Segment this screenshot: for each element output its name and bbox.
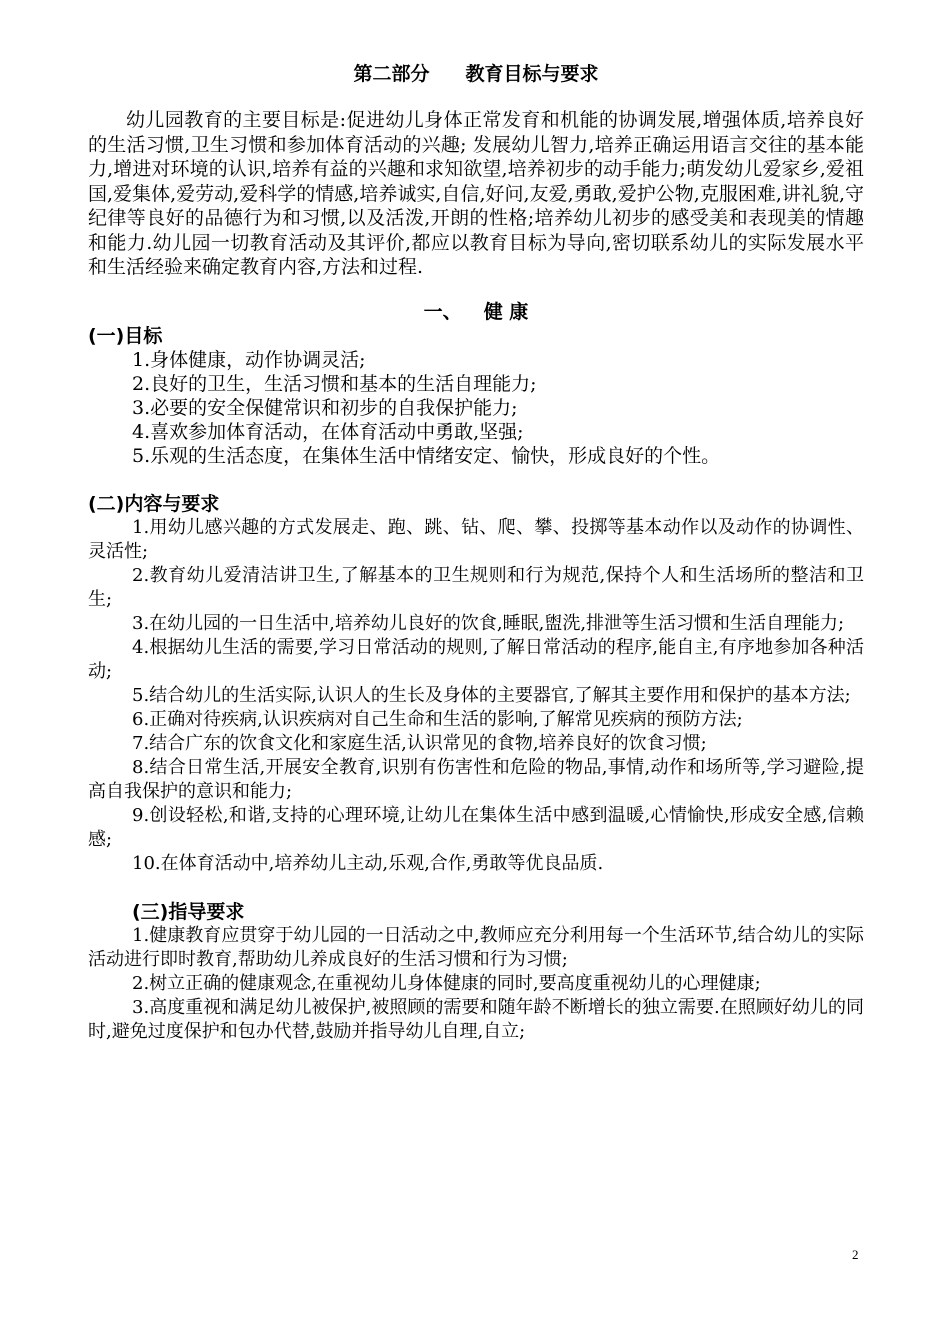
guidance-item: 3.高度重视和满足幼儿被保护,被照顾的需要和随年龄不断增长的独立需要.在照顾好幼儿的同时,避免过度保护和包办代替,鼓励并指导幼儿自理,自立; (88, 996, 864, 1042)
content-item: 8.结合日常生活,开展安全教育,识别有伤害性和危险的物品,事情,动作和场所等,学习避险,提高自我保护的意识和能力; (88, 756, 864, 802)
goal-item: 4.喜欢参加体育活动，在体育活动中勇敢,坚强; (132, 420, 524, 443)
guidance-item: 2.树立正确的健康观念,在重视幼儿身体健康的同时,要高度重视幼儿的心理健康; (132, 972, 761, 994)
goals-list (88, 348, 864, 468)
content-heading: (二)内容与要求 (88, 492, 220, 515)
spacer (88, 468, 864, 492)
content-item: 5.结合幼儿的生活实际,认识人的生长及身体的主要器官,了解其主要作用和保护的基本方法; (132, 684, 851, 706)
goal-item: 1.身体健康，动作协调灵活; (132, 348, 366, 371)
goal-item: 2.良好的卫生，生活习惯和基本的生活自理能力; (132, 372, 537, 395)
content-item: 3.在幼儿园的一日生活中,培养幼儿良好的饮食,睡眠,盥洗,排泄等生活习惯和生活自理能力; (132, 612, 845, 634)
content-item: 1.用幼儿感兴趣的方式发展走、跑、跳、钻、爬、攀、投掷等基本动作以及动作的协调性、灵活性; (88, 516, 864, 562)
content-list (88, 516, 864, 876)
content-item: 7.结合广东的饮食文化和家庭生活,认识常见的食物,培养良好的饮食习惯; (132, 732, 707, 754)
section-heading (88, 300, 864, 324)
section-name: 健 康 (483, 300, 529, 323)
content-item: 6.正确对待疾病,认识疾病对自己生命和生活的影响,了解常见疾病的预防方法; (132, 708, 743, 730)
content-item: 9.创设轻松,和谐,支持的心理环境,让幼儿在集体生活中感到温暖,心情愉快,形成安全感,信赖感; (88, 804, 864, 850)
section-number: 一、 (423, 300, 462, 323)
guidance-item: 1.健康教育应贯穿于幼儿园的一日活动之中,教师应充分利用每一个生活环节,结合幼儿的实际活动进行即时教育,帮助幼儿养成良好的生活习惯和行为习惯; (88, 924, 864, 970)
page-number: 2 (852, 1247, 859, 1262)
guidance-list (88, 924, 864, 1044)
document-page (88, 60, 864, 1044)
title-part: 第二部分 (353, 63, 430, 85)
guidance-heading: (三)指导要求 (132, 900, 245, 923)
content-item: 2.教育幼儿爱清洁讲卫生,了解基本的卫生规则和行为规范,保持个人和生活场所的整洁和卫生; (88, 564, 864, 610)
intro-paragraph: 幼儿园教育的主要目标是:促进幼儿身体正常发育和机能的协调发展,增强体质,培养良好的生活习惯,卫生习惯和参加体育活动的兴趣; 发展幼儿智力,培养正确运用语言交往的基本能力,增进对环境的认识,培养有益的兴趣和求知欲望,培养初步的动手能力;萌发幼儿爱家乡,爱祖国,爱集体,爱劳动,爱科学的情感,培养诚实,自信,好问,友爱,勇敢,爱护公物,克服困难,讲礼貌,守纪律等良好的品德行为和习惯,以及活泼,开朗的性格;培养幼儿初步的感受美和表现美的情趣和能力.幼儿园一切教育活动及其评价,都应以教育目标为导向,密切联系幼儿的实际发展水平和生活经验来确定教育内容,方法和过程. (88, 109, 864, 278)
page-title (88, 60, 864, 88)
goals-heading: (一)目标 (88, 324, 163, 347)
spacer (88, 876, 864, 900)
content-item: 4.根据幼儿生活的需要,学习日常活动的规则,了解日常活动的程序,能自主,有序地参加各种活动; (88, 636, 864, 682)
content-item: 10.在体育活动中,培养幼儿主动,乐观,合作,勇敢等优良品质. (132, 852, 604, 874)
goal-item: 5.乐观的生活态度，在集体生活中情绪安定、愉快，形成良好的个性。 (132, 444, 721, 467)
goal-item: 3.必要的安全保健常识和初步的自我保护能力; (132, 396, 518, 419)
title-name: 教育目标与要求 (465, 63, 599, 85)
